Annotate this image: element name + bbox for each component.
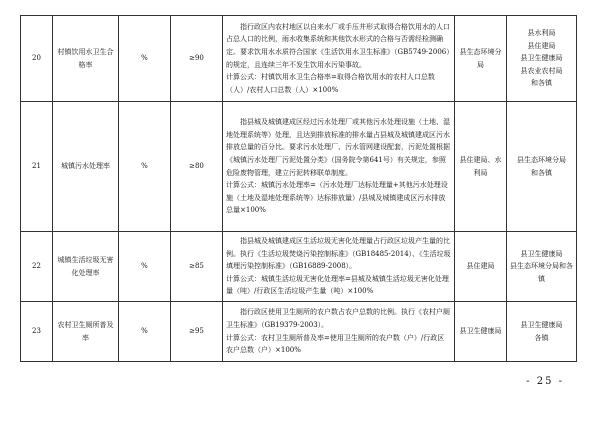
definition-cell bbox=[223, 232, 455, 302]
target-value: ≥85 bbox=[171, 232, 223, 302]
unit: % bbox=[119, 102, 171, 232]
indicator-name: 城镇生活垃圾无害化处理率 bbox=[53, 232, 119, 302]
formula-text: 计算公式：村镇饮用水卫生合格率=取得合格饮用水的农村人口总数（人）/农村人口总数（人）×100% bbox=[226, 73, 435, 94]
row-number: 20 bbox=[21, 16, 53, 102]
coop-item: 县生态环境分局和各镇 bbox=[510, 262, 573, 283]
indicator-name: 城镇污水处理率 bbox=[53, 102, 119, 232]
lead-department: 县生态环境分局 bbox=[455, 16, 507, 102]
cooperating-departments bbox=[507, 16, 577, 102]
cooperating-departments bbox=[507, 232, 577, 302]
coop-item: 和各镇 bbox=[531, 168, 552, 177]
unit: % bbox=[119, 232, 171, 302]
coop-item: 县卫生健康局 bbox=[520, 320, 563, 329]
table-row bbox=[21, 16, 577, 102]
coop-item: 县住建局 bbox=[527, 41, 556, 50]
target-value: ≥95 bbox=[171, 302, 223, 362]
table-row bbox=[21, 232, 577, 302]
definition-text: 指行政区使用卫生厕所的农户数占农户总数的比例。执行《农村户厕卫生标准》（GB19379-2003）。 bbox=[226, 308, 450, 329]
row-number: 23 bbox=[21, 302, 53, 362]
table-row bbox=[21, 302, 577, 362]
lead-department: 县卫生健康局 bbox=[455, 302, 507, 362]
table-row bbox=[21, 102, 577, 232]
unit: % bbox=[119, 16, 171, 102]
formula-text: 计算公式：城镇生活垃圾无害化处理率=县城及城镇生活垃圾无害化处理量（吨）/行政区生活垃圾产生量（吨）×100% bbox=[226, 274, 449, 296]
coop-item: 县生态环境分局 bbox=[517, 155, 566, 164]
cooperating-departments bbox=[507, 102, 577, 232]
row-number: 22 bbox=[21, 232, 53, 302]
indicator-table bbox=[20, 15, 577, 362]
lead-department: 县住建局 bbox=[455, 232, 507, 302]
page-number: - 25 - bbox=[526, 376, 564, 387]
formula-text: 计算公式：城镇污水处理率=（污水处理厂达标处理量+其他污水处理设施（土地及湿地处理系统等）达标排放量）/县城及城镇建成区污水排放总量×100% bbox=[226, 181, 448, 215]
row-number: 21 bbox=[21, 102, 53, 232]
coop-item: 县水利局 bbox=[527, 29, 556, 38]
definition-cell bbox=[223, 102, 455, 232]
indicator-name: 农村卫生厕所普及率 bbox=[53, 302, 119, 362]
definition-cell bbox=[223, 302, 455, 362]
formula-text: 计算公式：农村卫生厕所普及率=使用卫生厕所的农户数（户）/行政区农户总数（户）×100% bbox=[226, 333, 445, 355]
unit: % bbox=[119, 302, 171, 362]
definition-cell bbox=[223, 16, 455, 102]
coop-item: 和各镇 bbox=[531, 79, 552, 88]
coop-item: 县卫生健康局 bbox=[520, 54, 563, 63]
definition-text: 指县城及城镇建成区生活垃圾无害化处理量占行政区垃圾产生量的比例。执行《生活垃圾焚烧污染控制标准》（GB18485-2014）、《生活垃圾填埋污染控制标准》（GB16889-2008）。 bbox=[226, 237, 451, 271]
coop-item: 县卫生健康局 bbox=[520, 249, 563, 258]
lead-department: 县住建局、水利局 bbox=[455, 102, 507, 232]
coop-item: 各镇 bbox=[534, 333, 549, 342]
target-value: ≥80 bbox=[171, 102, 223, 232]
definition-text: 指县城及城镇建成区经过污水处理厂或其他污水处理设施（土地、湿地处理系统等）处理，且达到排放标准的排水量占县城及城镇建成区污水排放总量的百分比。要求污水处理厂、污水管网建设配套，污泥处置根据《城镇污水处理厂污泥处置分类》（国务院令第641号）有关规定，参照危险废物管理，建立污泥转移联单制度。 bbox=[226, 118, 450, 177]
indicator-name: 村镇饮用水卫生合格率 bbox=[53, 16, 119, 102]
coop-item: 县农业农村局 bbox=[520, 66, 563, 75]
target-value: ≥90 bbox=[171, 16, 223, 102]
cooperating-departments bbox=[507, 302, 577, 362]
definition-text: 指行政区内农村地区以自来水厂或手压井形式取得合格饮用水的人口占总人口的比例，雨水收集系统和其他饮水形式的合格与否需经检测确定。要求饮用水水质符合国家《生活饮用水卫生标准》（GB5749-2006）的规定，且连续三年不发生饮用水污染事故。 bbox=[226, 22, 450, 69]
